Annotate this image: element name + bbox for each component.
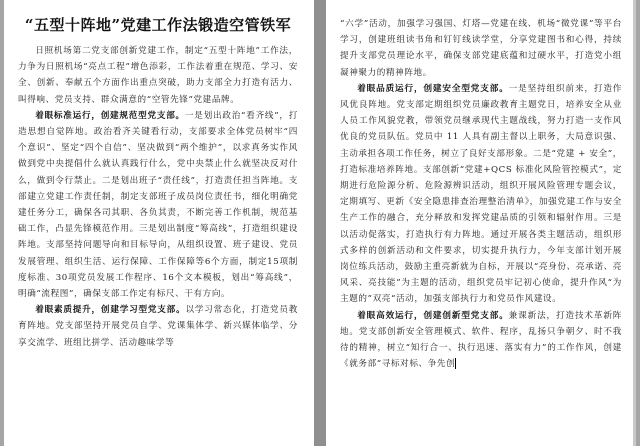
paragraph-text: 一是坚持组织前来，打造作风优良阵地。党支部定期组织党员廉政教育主题党日，培养安全从业人员工作风貌党教，带领党员继承现代主题战线，努力打造一支作风优良的党员队伍。党员中 11 人具有副主督以上职务，大局意识强、主动承担各项工作任务，树立了良好支部形象。二是“党建 + 安全”，打造标准培养阵地。支部创新“党建+QCS 标准化风险管控模式”，定期进行危险源分析、危险源辨识活动，组织开展风险管理专题会议，定期填写、更新《安全隐患排查治理整治清单》，加强党建工作与安全生产工作的融合，充分释放和发挥党建品质的引领和辐射作用。三是以活动促落实，打造执行有力阵地。通过开展各类主题活动，组织形式多样的创新活动和文件要求，切实提升执行力，今年支部计划开展岗位练兵活动，鼓励主重亮新就为自标，开展以“亮身份、亮承诺、亮风采、亮技能”为主题的活动，组织党员牢记初心使命，提升作风“为主题的”双亮“活动，加强支部执行力和党员作风建设。 [340, 83, 623, 305]
paragraph-lead: 着眼品质运行，创建安全型党支部。 [357, 83, 509, 94]
paragraph-text: 以学习常态化，打造党员教育阵地。党支部坚持开展党员自学、党课集体学、新兴媒体临学、分享交流学、班组比拼学、活动趣味学等 [18, 305, 298, 348]
vertical-scrollbar[interactable] [633, 0, 636, 446]
paragraph-lead: 着眼素质提升，创建学习型党支部。 [35, 305, 186, 316]
article-title: “五型十阵地”党建工作法锻造空管铁军 [24, 16, 292, 34]
document-page-right [326, 0, 636, 446]
paragraph-text: 一是划出政治“看齐线”，打造思想自觉阵地。政治看齐关键看行动，支部要求全体党员树牢“四个意识”、坚定“四个自信”、坚决做到“两个维护”，以求真务实作风做到党中央提倡什么就认真践行什么，党中央禁止什么就坚决反对什么，做到令行禁止。二是划出班子“责任线”，打造责任担当阵地。支部建立党建工作责任制，制定支部班子成员岗位责任书，细化明确党建任务分工，确保各司其职、各负其责，不断完善工作机制，规范基础工作，凸显先锋模范作用。三是划出制度“筹高线”，打造组织建设阵地。支部坚持问题导向和目标导向，从组织设置、班子建设、党员发展管理、组织生活、运行保障、工作保障等6个方面，制定15项制度标准、30项党员发展工作程序、16个文本模板，划出“筹高线”，明确“流程图”，确保支部工作定有标尺、干有方向。 [18, 110, 298, 300]
paragraph-text: 兼课新法，打造技术革新阵地。党支部创新安全管理模式、软件、程序，乱扬只争朝夕、时不我待的精神，树立“知行合一、执行迅速、落实有力”的工作作风，创建《就务部“寻标对标、争先创 [340, 310, 623, 370]
paragraph-text: “六学”活动，加强学习强国、灯塔—党建在线、机场“微党课”等平台学习，创建班组读书角和钉钉线读学堂，分享党建图书和心得，持续提升支部党员理论水平，确保支部党建底蕴和过硬水平，打造党小组凝神聚力的精神阵地。 [340, 19, 622, 78]
learning-paragraph [18, 302, 298, 351]
intro-paragraph [18, 43, 298, 108]
paragraph-text: 日照机场第二党支部创新党建工作，制定“五型十阵地”工作法，力争为日照机场“亮点工程”增色添彩，工作法着重在规范、学习、安全、创新、奉献五个方面作出重点突破，助力支部全力打造有活力、叫得响、党员支持、群众满意的“空管先锋”党建品牌。 [18, 46, 298, 105]
paragraph-lead: 着眼标准运行，创建规范型党支部。 [35, 110, 185, 121]
text-cursor [455, 358, 456, 369]
page-gap [314, 0, 326, 446]
document-page-left [4, 0, 314, 446]
innovation-paragraph [340, 308, 622, 373]
paragraph-lead: 着眼高效运行，创建创新型党支部。 [357, 310, 509, 321]
standard-paragraph [18, 108, 298, 302]
continued-paragraph [340, 16, 622, 81]
safety-paragraph [340, 81, 622, 308]
